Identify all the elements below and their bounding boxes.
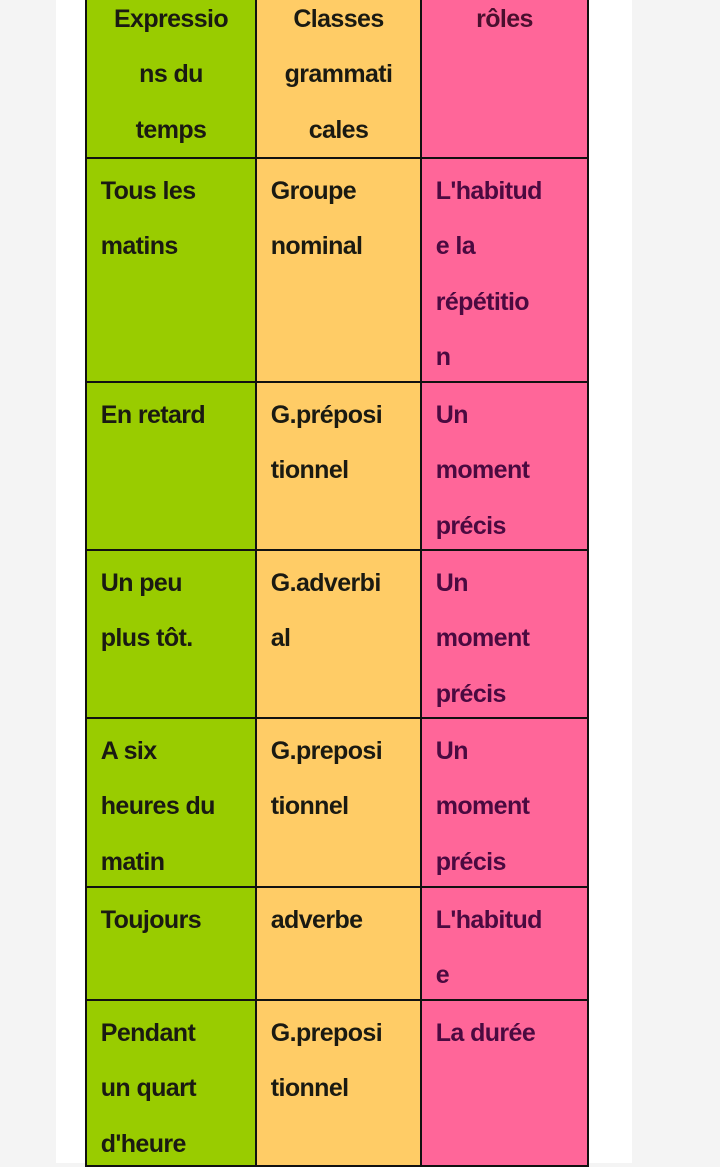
cell-text-line: matins: [100, 232, 178, 261]
cell-text-line: Un: [435, 736, 468, 765]
table-cell-grammatical-class: [255, 999, 423, 1167]
cell-text-line: En retard: [100, 400, 206, 429]
cell-text-line: grammati: [284, 60, 393, 89]
header-cell-grammatical-class: [255, 0, 423, 159]
cell-text-line: Un: [435, 568, 468, 597]
cell-text-line: Un: [435, 400, 468, 429]
cell-text-line: nominal: [270, 232, 363, 261]
cell-text-line: précis: [435, 679, 506, 708]
table-cell-grammatical-class: [255, 549, 423, 720]
table-cell-grammatical-class: [255, 381, 423, 552]
cell-text-line: adverbe: [270, 905, 363, 934]
cell-text-line: plus tôt.: [100, 624, 193, 653]
time-expressions-table: [86, 0, 588, 1163]
cell-text-line: G.preposi: [270, 1018, 383, 1047]
cell-text-line: cales: [308, 115, 369, 144]
table-cell-grammatical-class: [255, 717, 423, 889]
table-cell-expression: [85, 999, 258, 1167]
cell-text-line: un quart: [100, 1074, 196, 1103]
cell-text-line: Pendant: [100, 1018, 196, 1047]
cell-text-line: moment: [435, 456, 530, 485]
table-cell-grammatical-class: [255, 157, 423, 384]
cell-text-line: L'habitud: [435, 176, 542, 205]
table-cell-role: [420, 549, 590, 720]
cell-text-line: d'heure: [100, 1129, 186, 1158]
cell-text-line: G.adverbi: [270, 568, 381, 597]
cell-text-line: L'habitud: [435, 905, 542, 934]
table-cell-expression: [85, 157, 258, 384]
cell-text-line: matin: [100, 847, 165, 876]
cell-text-line: Un peu: [100, 568, 182, 597]
cell-text-line: tionnel: [270, 792, 349, 821]
table-cell-role: [420, 999, 590, 1167]
table-cell-role: [420, 157, 590, 384]
cell-text-line: G.preposi: [270, 736, 383, 765]
table-cell-role: [420, 381, 590, 552]
cell-text-line: A six: [100, 736, 157, 765]
cell-text-line: répétitio: [435, 287, 529, 316]
cell-text-line: rôles: [476, 4, 533, 33]
cell-text-line: Toujours: [100, 905, 202, 934]
cell-text-line: heures du: [100, 792, 215, 821]
table-cell-expression: [85, 381, 258, 552]
table-cell-expression: [85, 717, 258, 889]
cell-text-line: Classes: [293, 4, 384, 33]
table-cell-expression: [85, 549, 258, 720]
cell-text-line: moment: [435, 792, 530, 821]
cell-text-line: n: [435, 343, 451, 372]
cell-text-line: ns du: [139, 60, 203, 89]
cell-text-line: précis: [435, 511, 506, 540]
cell-text-line: temps: [135, 115, 207, 144]
header-cell-role: [420, 0, 590, 159]
table-cell-role: [420, 886, 590, 1002]
cell-text-line: tionnel: [270, 456, 349, 485]
cell-text-line: e la: [435, 232, 476, 261]
table-cell-grammatical-class: [255, 886, 423, 1002]
cell-text-line: Expressio: [113, 4, 229, 33]
cell-text-line: al: [270, 624, 291, 653]
cell-text-line: moment: [435, 624, 530, 653]
cell-text-line: e: [435, 961, 450, 990]
cell-text-line: G.préposi: [270, 400, 383, 429]
cell-text-line: tionnel: [270, 1074, 349, 1103]
table-cell-expression: [85, 886, 258, 1002]
table-cell-role: [420, 717, 590, 889]
cell-text-line: Groupe: [270, 176, 357, 205]
cell-text-line: La durée: [435, 1018, 536, 1047]
cell-text-line: précis: [435, 847, 506, 876]
header-cell-expression: [85, 0, 258, 159]
cell-text-line: Tous les: [100, 176, 196, 205]
